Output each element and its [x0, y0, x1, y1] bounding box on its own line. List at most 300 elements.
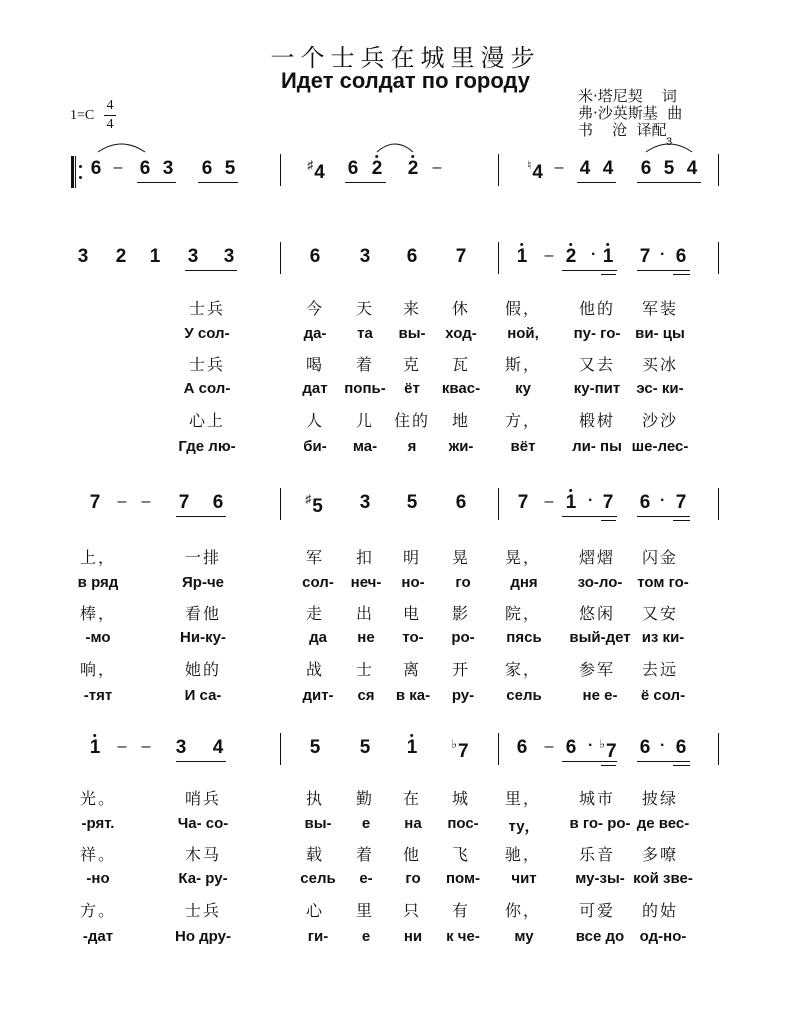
note [307, 158, 325, 184]
note-digit: 7 [458, 741, 469, 762]
sustain-dash: – [554, 159, 564, 176]
lyric-chinese: 闪金 [641, 548, 679, 567]
lyric-russian: пу- го- [573, 325, 621, 342]
note [360, 246, 371, 268]
note [179, 492, 190, 514]
lyric-russian: ёт [404, 380, 420, 397]
lyric-russian: эс- ки- [636, 380, 684, 397]
lyric-chinese: 人 [305, 411, 325, 430]
lyric-chinese: 城市 [578, 789, 616, 808]
note [90, 492, 101, 514]
note [407, 737, 418, 759]
lyric-russian: -мо [85, 629, 111, 646]
note-digit: 5 [663, 158, 675, 179]
note [163, 158, 174, 180]
note-digit: 7 [606, 741, 617, 762]
lyric-chinese: 克 [402, 355, 422, 374]
note [116, 246, 127, 268]
natural-icon: ♮ [527, 158, 532, 172]
lyric-chinese: 驰， [504, 845, 542, 864]
beam-underline [185, 270, 237, 271]
lyric-russian: чит [511, 870, 537, 887]
note [407, 492, 418, 514]
beam-underline [637, 516, 690, 517]
lyric-chinese: 可爱 [578, 901, 616, 920]
lyric-russian: не [357, 629, 375, 646]
lyric-russian: вы- [398, 325, 426, 342]
note-digit: 2 [407, 158, 419, 179]
note-digit: 3 [175, 737, 187, 758]
lyric-chinese: 家， [504, 660, 542, 679]
note-digit: 6 [565, 737, 577, 758]
note [91, 158, 102, 180]
beam-underline [137, 182, 176, 183]
beam-underline [345, 182, 386, 183]
lyric-russian: все до [575, 928, 625, 945]
note [664, 158, 675, 180]
beam-underline-second [673, 520, 690, 521]
lyric-russian: -тят [83, 687, 113, 704]
lyric-chinese: 木马 [184, 845, 222, 864]
note [517, 737, 528, 759]
lyric-chinese: 熠熠 [578, 548, 616, 567]
lyric-russian: му-зы- [575, 870, 625, 887]
lyric-russian: А сол- [183, 380, 231, 397]
lyric-chinese: 住的 [393, 411, 431, 430]
tie-slur [98, 140, 145, 154]
beam-underline [637, 270, 690, 271]
barline [718, 488, 719, 520]
lyric-chinese: 心上 [188, 411, 226, 430]
lyric-chinese: 方。 [79, 901, 117, 920]
lyricist-credit: 米·塔尼契 词 [578, 87, 677, 105]
lyric-russian: ви- цы [635, 325, 685, 342]
barline [280, 488, 281, 520]
lyric-chinese: 椴树 [578, 411, 616, 430]
note-digit: 6 [455, 492, 467, 513]
sustain-dash: – [117, 493, 127, 510]
note [78, 246, 89, 268]
time-signature [104, 98, 116, 133]
lyric-russian: вёт [510, 438, 536, 455]
beam-underline-second [673, 765, 690, 766]
note-digit: 6 [675, 246, 687, 267]
lyric-chinese: 假， [504, 299, 542, 318]
lyric-chinese: 他 [402, 845, 422, 864]
beam-underline [176, 761, 226, 762]
barline [280, 242, 281, 274]
lyric-chinese: 扣 [355, 548, 375, 567]
lyric-chinese: 只 [402, 901, 422, 920]
lyric-russian: в ряд [77, 574, 119, 591]
note [518, 492, 529, 514]
lyric-russian: -дат [82, 928, 114, 945]
augmentation-dot: · [588, 737, 594, 754]
beam-underline [176, 516, 226, 517]
lyric-chinese: 明 [402, 548, 422, 567]
octave-dot [375, 155, 378, 158]
lyric-russian: У сол- [184, 325, 230, 342]
lyric-russian: би- [303, 438, 327, 455]
lyric-chinese: 今 [305, 299, 325, 318]
lyric-russian: в ка- [395, 687, 431, 704]
lyric-chinese: 方， [504, 411, 542, 430]
lyric-chinese: 影 [451, 604, 471, 623]
flat-icon: ♭ [451, 737, 458, 751]
composer-credit: 弗·沙英斯基 曲 [578, 104, 683, 122]
note-digit: 7 [602, 492, 614, 513]
note-digit: 3 [187, 246, 199, 267]
note-digit: 6 [309, 246, 321, 267]
sustain-dash: – [141, 738, 151, 755]
beam-underline [577, 182, 616, 183]
note [408, 158, 419, 180]
note-digit: 6 [640, 158, 652, 179]
barline [718, 242, 719, 274]
lyric-russian: Но дру- [175, 928, 231, 945]
octave-dot [411, 155, 414, 158]
octave-dot [569, 489, 572, 492]
lyric-chinese: 里， [504, 789, 542, 808]
note-digit: 4 [602, 158, 614, 179]
note [213, 492, 224, 514]
lyric-chinese: 他的 [578, 299, 616, 318]
note-digit: 5 [312, 496, 323, 517]
note-digit: 6 [406, 246, 418, 267]
lyric-russian: из ки- [641, 629, 685, 646]
note [305, 492, 323, 518]
lyric-russian: ход- [445, 325, 477, 342]
lyric-russian: Ка- ру- [178, 870, 228, 887]
lyric-chinese: 士 [355, 660, 375, 679]
lyric-chinese: 士兵 [184, 901, 222, 920]
beam-underline [198, 182, 238, 183]
lyric-russian: Ча- со- [177, 815, 229, 832]
barline [498, 733, 499, 765]
note-digit: 1 [149, 246, 161, 267]
note [566, 492, 577, 514]
beam-underline [562, 761, 617, 762]
note-digit: 6 [639, 737, 651, 758]
note-digit: 3 [162, 158, 174, 179]
note-digit: 3 [77, 246, 89, 267]
note [603, 492, 614, 514]
note-digit: 3 [359, 246, 371, 267]
lyric-russian: сель [300, 870, 336, 887]
lyric-chinese: 城 [451, 789, 471, 808]
sustain-dash: – [113, 159, 123, 176]
lyric-russian: сель [506, 687, 542, 704]
note-digit: 7 [517, 492, 529, 513]
note [360, 737, 371, 759]
lyric-chinese: 电 [402, 604, 422, 623]
beam-underline [562, 516, 617, 517]
lyric-russian: пясь [506, 629, 542, 646]
lyric-chinese: 院， [504, 604, 542, 623]
note [456, 246, 467, 268]
lyric-russian: то- [402, 629, 424, 646]
lyric-russian: том го- [637, 574, 689, 591]
lyric-russian: го [405, 870, 421, 887]
lyric-russian: да- [303, 325, 327, 342]
key-signature: 1=C [70, 108, 95, 123]
note-digit: 6 [201, 158, 213, 179]
lyric-russian: ё сол- [640, 687, 686, 704]
lyric-chinese: 军 [305, 548, 325, 567]
note [348, 158, 359, 180]
song-title-russian: Идет солдат по городу [280, 68, 530, 93]
note [310, 737, 321, 759]
lyric-chinese: 勤 [355, 789, 375, 808]
lyric-russian: -но [86, 870, 110, 887]
lyric-russian: И са- [184, 687, 222, 704]
note [676, 492, 687, 514]
lyric-chinese: 着 [355, 845, 375, 864]
augmentation-dot: · [660, 492, 666, 509]
lyric-chinese: 晃 [451, 548, 471, 567]
note-digit: 7 [675, 492, 687, 513]
barline [718, 733, 719, 765]
lyric-russian: де вес- [636, 815, 690, 832]
lyric-chinese: 飞 [451, 845, 471, 864]
note-digit: 2 [371, 158, 383, 179]
barline [498, 154, 499, 186]
note-digit: 1 [602, 246, 614, 267]
lyric-chinese: 又去 [578, 355, 616, 374]
lyric-russian: на [404, 815, 422, 832]
lyric-chinese: 祥。 [79, 845, 117, 864]
translator-credit: 书 沧 译配 [578, 121, 667, 139]
note [527, 158, 543, 184]
octave-dot [606, 243, 609, 246]
lyric-russian: ма- [352, 438, 378, 455]
lyric-chinese: 天 [355, 299, 375, 318]
lyric-russian: ги- [307, 928, 329, 945]
lyric-chinese: 里 [355, 901, 375, 920]
lyric-russian: дня [510, 574, 538, 591]
lyric-chinese: 开 [451, 660, 471, 679]
lyric-chinese: 沙沙 [641, 411, 679, 430]
credits [578, 88, 682, 139]
note [140, 158, 151, 180]
lyric-chinese: 去远 [641, 660, 679, 679]
note-digit: 1 [516, 246, 528, 267]
lyric-russian: дат [302, 380, 328, 397]
note-digit: 7 [178, 492, 190, 513]
sharp-icon: ♯ [307, 158, 314, 172]
sustain-dash: – [432, 159, 442, 176]
lyric-chinese: 来 [402, 299, 422, 318]
lyric-chinese: 斯， [504, 355, 542, 374]
lyric-chinese: 晃， [504, 548, 542, 567]
lyric-chinese: 地 [451, 411, 471, 430]
lyric-chinese: 又安 [641, 604, 679, 623]
lyric-chinese: 战 [305, 660, 325, 679]
lyric-chinese: 走 [305, 604, 325, 623]
lyric-russian: сол- [302, 574, 334, 591]
lyric-chinese: 出 [355, 604, 375, 623]
beam-underline-second [601, 765, 616, 766]
barline [280, 154, 281, 186]
lyric-russian: но- [401, 574, 425, 591]
lyric-russian: е [361, 928, 371, 945]
lyric-chinese: 喝 [305, 355, 325, 374]
lyric-russian: му [514, 928, 534, 945]
note-digit: 5 [224, 158, 236, 179]
note [676, 246, 687, 268]
lyric-russian: вый-дет [569, 629, 631, 646]
augmentation-dot: · [591, 246, 597, 263]
lyric-russian: Ни-ку- [180, 629, 226, 646]
note-digit: 5 [309, 737, 321, 758]
lyric-chinese: 乐音 [578, 845, 616, 864]
note [150, 246, 161, 268]
note-digit: 6 [347, 158, 359, 179]
note-digit: 6 [212, 492, 224, 513]
sustain-dash: – [544, 247, 554, 264]
lyric-russian: ку [515, 380, 531, 397]
note-digit: 2 [115, 246, 127, 267]
lyric-chinese: 哨兵 [184, 789, 222, 808]
note [640, 737, 651, 759]
note [372, 158, 383, 180]
lyric-chinese: 披绿 [641, 789, 679, 808]
lyric-russian: кой зве- [633, 870, 693, 887]
lyric-chinese: 一排 [184, 548, 222, 567]
note [225, 158, 236, 180]
note-digit: 1 [565, 492, 577, 513]
note [517, 246, 528, 268]
note-digit: 1 [89, 737, 101, 758]
augmentation-dot: · [660, 737, 666, 754]
note-digit: 3 [359, 492, 371, 513]
lyric-russian: пос- [447, 815, 479, 832]
note [202, 158, 213, 180]
lyric-russian: квас- [441, 380, 481, 397]
beam-underline [562, 270, 617, 271]
beam-underline-second [673, 274, 690, 275]
note [640, 492, 651, 514]
note [580, 158, 591, 180]
lyric-chinese: 光。 [79, 789, 117, 808]
note-digit: 3 [223, 246, 235, 267]
note-digit: 7 [89, 492, 101, 513]
lyric-chinese: 她的 [184, 660, 222, 679]
lyric-russian: вы- [304, 815, 332, 832]
time-signature-top: 4 [106, 98, 114, 113]
augmentation-dot: · [588, 492, 594, 509]
note [566, 246, 577, 268]
lyric-russian: неч- [350, 574, 382, 591]
lyric-chinese: 有 [451, 901, 471, 920]
lyric-chinese: 载 [305, 845, 325, 864]
lyric-chinese: 的姑 [641, 901, 679, 920]
lyric-russian: ни [403, 928, 423, 945]
lyric-russian: не е- [582, 687, 618, 704]
lyric-chinese: 瓦 [451, 355, 471, 374]
lyric-chinese: 着 [355, 355, 375, 374]
lyric-chinese: 看他 [184, 604, 222, 623]
lyric-russian: ли- пы [572, 438, 622, 455]
lyric-russian: е- [359, 870, 373, 887]
note [360, 492, 371, 514]
octave-dot [410, 734, 413, 737]
note-digit: 7 [455, 246, 467, 267]
note [188, 246, 199, 268]
note [224, 246, 235, 268]
lyric-chinese: 悠闲 [578, 604, 616, 623]
triplet-label: 3 [666, 136, 673, 148]
lyric-russian: ро- [451, 629, 475, 646]
note [603, 158, 614, 180]
note [176, 737, 187, 759]
barline [498, 488, 499, 520]
note-digit: 4 [314, 162, 325, 183]
octave-dot [93, 734, 96, 737]
note-digit: 7 [639, 246, 651, 267]
note [90, 737, 101, 759]
note-digit: 6 [516, 737, 528, 758]
lyric-chinese: 儿 [355, 411, 375, 430]
note [407, 246, 418, 268]
sustain-dash: – [544, 493, 554, 510]
note-digit: 6 [90, 158, 102, 179]
lyric-chinese: 军装 [641, 299, 679, 318]
lyric-russian: ту， [508, 818, 540, 835]
sustain-dash: – [117, 738, 127, 755]
note-digit: 6 [639, 492, 651, 513]
note-digit: 6 [675, 737, 687, 758]
lyric-chinese: 执 [305, 789, 325, 808]
lyric-chinese: 心 [305, 901, 325, 920]
lyric-russian: в го- ро- [569, 815, 631, 832]
note [566, 737, 577, 759]
song-title-chinese: 一个士兵在城里漫步 [270, 44, 541, 72]
lyric-russian: к че- [446, 928, 480, 945]
beam-underline-second [601, 274, 616, 275]
note [451, 737, 468, 763]
lyric-russian: го [455, 574, 471, 591]
beam-underline [637, 182, 701, 183]
note-digit: 2 [565, 246, 577, 267]
lyric-russian: зо-ло- [577, 574, 623, 591]
note-digit: 4 [579, 158, 591, 179]
time-signature-bottom: 4 [106, 117, 114, 132]
lyric-chinese: 士兵 [188, 299, 226, 318]
lyric-russian: попь- [344, 380, 386, 397]
lyric-chinese: 响， [79, 660, 117, 679]
note [213, 737, 224, 759]
note-digit: 4 [532, 162, 543, 183]
barline [280, 733, 281, 765]
lyric-chinese: 休 [451, 299, 471, 318]
note-digit: 4 [686, 158, 698, 179]
lyric-chinese: 离 [402, 660, 422, 679]
note-digit: 4 [212, 737, 224, 758]
note [676, 737, 687, 759]
lyric-chinese: 你， [504, 901, 542, 920]
lyric-russian: ше-лес- [631, 438, 689, 455]
octave-dot [569, 243, 572, 246]
lyric-russian: дит- [302, 687, 334, 704]
note [687, 158, 698, 180]
octave-dot [520, 243, 523, 246]
augmentation-dot: · [660, 246, 666, 263]
lyric-chinese: 参军 [578, 660, 616, 679]
lyric-russian: од-но- [639, 928, 687, 945]
note [603, 246, 614, 268]
beam-underline-second [601, 520, 616, 521]
